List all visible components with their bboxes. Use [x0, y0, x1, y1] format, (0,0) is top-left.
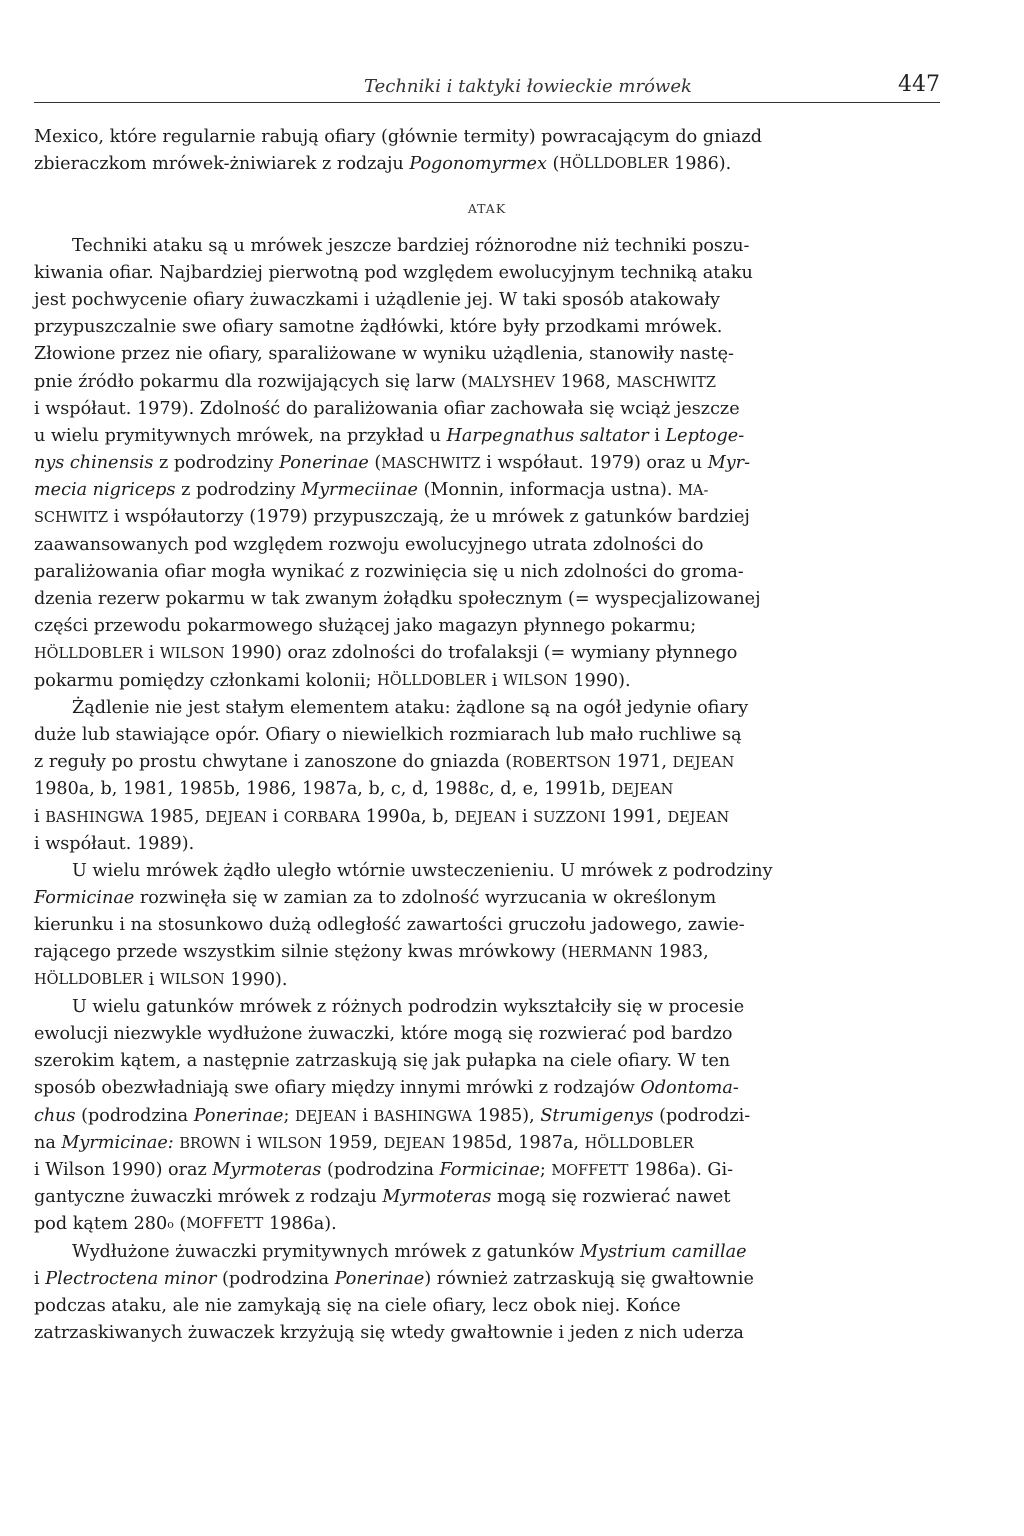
- text-line: Złowione przez nie ofiary, sparaliżowane w wyniku użądlenia, stanowiły nastę-: [34, 344, 734, 365]
- text-line: U wielu mrówek żądło uległo wtórnie uwsteczenieniu. U mrówek z podrodziny: [72, 860, 773, 881]
- text-line: u wielu prymitywnych mrówek, na przykład u Harpegnathus saltator i Leptoge-: [34, 425, 745, 446]
- text-line: Żądlenie nie jest stałym elementem ataku: żądlone są na ogół jedynie ofiary: [72, 697, 749, 718]
- text-line: kierunku i na stosunkowo dużą odległość zawartości gruczołu jadowego, zawie-: [34, 915, 745, 936]
- text-line: i współaut. 1989).: [34, 833, 195, 854]
- text-line: pnie źródło pokarmu dla rozwijających się larw (MALYSHEV 1968, MASCHWITZ: [34, 371, 716, 392]
- text-line: zaawansowanych pod względem rozwoju ewolucyjnego utrata zdolności do: [34, 534, 704, 555]
- text-line: ewolucji niezwykle wydłużone żuwaczki, które mogą się rozwierać pod bardzo: [34, 1024, 733, 1044]
- text-line: Techniki ataku są u mrówek jeszcze bardziej różnorodne niż techniki poszu-: [72, 235, 750, 256]
- text-line: i współaut. 1979). Zdolność do paraliżowania ofiar zachowała się wciąż jeszcze: [34, 398, 740, 419]
- body-text: [34, 124, 940, 1347]
- text-line: gantyczne żuwaczki mrówek z rodzaju Myrmoteras mogą się rozwierać nawet: [34, 1187, 731, 1208]
- text-line: i Wilson 1990) oraz Myrmoteras (podrodzina Formicinae; MOFFETT 1986a). Gi-: [34, 1159, 734, 1180]
- text-line: U wielu gatunków mrówek z różnych podrodzin wykształciły się w procesie: [72, 996, 745, 1017]
- section-heading: ATAK: [467, 201, 507, 217]
- text-line: mecia nigriceps z podrodziny Myrmeciinae (Monnin, informacja ustna). MA-: [34, 480, 709, 501]
- text-line: HÖLLDOBLER i WILSON 1990) oraz zdolności do trofalaksji (= wymiany płynnego: [34, 643, 738, 664]
- text-line: sposób obezwładniają swe ofiary między innymi mrówki z rodzajów Odontoma-: [34, 1078, 739, 1099]
- text-line: kiwania ofiar. Najbardziej pierwotną pod względem ewolucyjnym techniką ataku: [34, 262, 753, 283]
- text-line: zbieraczkom mrówek-żniwiarek z rodzaju Pogonomyrmex ( HÖLLDOBLER 1986).: [34, 154, 732, 175]
- text-line: na Myrmicinae: BROWN i WILSON 1959, DEJEAN 1985d, 1987a, HÖLLDOBLER: [34, 1132, 694, 1153]
- text-line: SCHWITZ i współautorzy (1979) przypuszczają, że u mrówek z gatunków bardziej: [34, 507, 750, 528]
- text-line: HÖLLDOBLER i WILSON 1990).: [34, 969, 288, 990]
- text-line: i Plectroctena minor (podrodzina Ponerinae) również zatrzaskują się gwałtownie: [34, 1268, 754, 1289]
- text-line: przypuszczalnie swe ofiary samotne żądłówki, które były przodkami mrówek.: [34, 317, 723, 338]
- text-line: paraliżowania ofiar mogła wynikać z rozwinięcia się u nich zdolności do groma-: [34, 561, 744, 582]
- text-line: jest pochwycenie ofiary żuwaczkami i użądlenie jej. W taki sposób atakowały: [34, 289, 720, 310]
- text-line: chus (podrodzina Ponerinae; DEJEAN i BASHINGWA 1985), Strumigenys (podrodzi-: [34, 1105, 751, 1126]
- text-line: pod kątem 280 o ( MOFFETT 1986a).: [34, 1214, 337, 1235]
- text-line: duże lub stawiające opór. Ofiary o niewielkich rozmiarach lub mało ruchliwe są: [34, 724, 742, 745]
- text-line: 1980a, b, 1981, 1985b, 1986, 1987a, b, c, d, 1988c, d, e, 1991b, DEJEAN: [34, 779, 674, 800]
- text-line: i BASHINGWA 1985, DEJEAN i CORBARA 1990a, b, DEJEAN i SUZZONI 1991, DEJEAN: [34, 806, 730, 827]
- running-title: Techniki i taktyki łowieckie mrówek: [364, 76, 692, 97]
- text-line: nys chinensis z podrodziny Ponerinae (MASCHWITZ i współaut. 1979) oraz u Myr-: [34, 453, 751, 474]
- text-line: rającego przede wszystkim silnie stężony kwas mrówkowy (HERMANN 1983,: [34, 942, 709, 963]
- text-line: Wydłużone żuwaczki prymitywnych mrówek z gatunków Mystrium camillae: [72, 1241, 747, 1262]
- text-line: szerokim kątem, a następnie zatrzaskują się jak pułapka na ciele ofiary. W ten: [34, 1051, 731, 1072]
- text-line: pokarmu pomiędzy członkami kolonii; HÖLLDOBLER i WILSON 1990).: [34, 670, 631, 691]
- text-line: zatrzaskiwanych żuwaczek krzyżują się wtedy gwałtownie i jeden z nich uderza: [34, 1323, 744, 1344]
- text-line: dzenia rezerw pokarmu w tak zwanym żołądku społecznym (= wyspecjalizowanej: [34, 589, 761, 609]
- text-line: podczas ataku, ale nie zamykają się na ciele ofiary, lecz obok niej. Końce: [34, 1295, 681, 1316]
- text-line: Formicinae rozwinęła się w zamian za to zdolność wyrzucania w określonym: [34, 888, 717, 909]
- text-line: Mexico, które regularnie rabują ofiary (głównie termity) powracającym do gniazd: [34, 127, 763, 147]
- page-number: 447: [898, 72, 940, 97]
- page-header: [34, 68, 940, 103]
- text-line: z reguły po prostu chwytane i zanoszone do gniazda (ROBERTSON 1971, DEJEAN: [34, 752, 735, 773]
- text-line: części przewodu pokarmowego służącej jako magazyn płynnego pokarmu;: [34, 616, 697, 637]
